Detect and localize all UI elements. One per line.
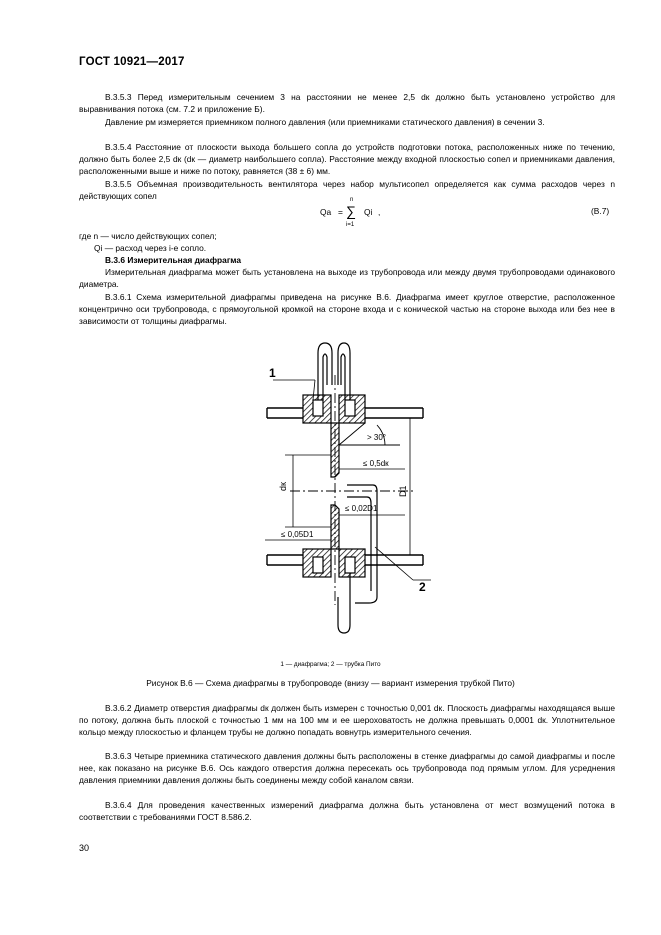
formula-sum-top: n bbox=[350, 197, 354, 203]
figure-legend: 1 — диафрагма; 2 — трубка Пито bbox=[280, 661, 381, 668]
formula-equals: = bbox=[338, 207, 343, 217]
where-qi: Qi — расход через i-е сопло. bbox=[94, 243, 207, 253]
equation-number: (В.7) bbox=[591, 206, 610, 216]
paragraph-pressure: Давление pм измеряется приемником полного давления (или приемниками статического давления) в сечении 3. bbox=[105, 117, 545, 127]
formula-sum-bottom: i=1 bbox=[346, 222, 355, 228]
formula-b7 bbox=[318, 197, 398, 233]
label-2: 2 bbox=[419, 580, 426, 594]
paragraph-diaphragm: Измерительная диафрагма может быть установлена на выходе из трубопровода или между двумя трубопроводами одинакового диаметра. bbox=[79, 267, 615, 290]
formula-end: , bbox=[378, 207, 381, 217]
paragraph-b353: В.3.5.3 Перед измерительным сечением 3 на расстоянии не менее 2,5 dк должно быть установлено устройство для выравнивания потока (см. 7.2 и приложение Б). bbox=[79, 92, 615, 115]
figure-caption: Рисунок В.6 — Схема диафрагмы в трубопроводе (внизу — вариант измерения трубкой Пито) bbox=[146, 678, 515, 688]
paragraph-b355: В.3.5.5 Объемная производительность вентилятора через набор мультисопел определяется как сумма расходов через n действующих сопел bbox=[79, 179, 615, 202]
paragraph-b362: В.3.6.2 Диаметр отверстия диафрагмы dк должен быть измерен с точностью 0,001 dк. Плоскость диафрагмы находящаяся выше по потоку, должна быть плоской с точностью 1 мм на 100 мм и ее шероховатость не должна превышать 0,0001 dк. Уплотнительное кольцо между плоскостью и фланцем трубы не должно попадать вовнутрь измерительного сечения. bbox=[79, 703, 615, 738]
flanges bbox=[303, 395, 365, 577]
angle-label: > 30° bbox=[367, 433, 386, 442]
dim-dk-label: dк bbox=[278, 482, 288, 491]
manometer-tubes bbox=[318, 343, 377, 633]
label-1: 1 bbox=[269, 366, 276, 380]
where-n: где n — число действующих сопел; bbox=[79, 231, 217, 241]
paragraph-b364: В.3.6.4 Для проведения качественных измерений диафрагма должна быть установлена от мест возмущений потока в соответствии с требованиями ГОСТ 8.586.2. bbox=[79, 800, 615, 823]
diaphragm-figure bbox=[255, 335, 445, 655]
section-title: В.3.6 Измерительная диафрагма bbox=[105, 255, 242, 265]
dim-a-label: ≤ 0,5dк bbox=[363, 459, 389, 468]
paragraph-b354: В.3.5.4 Расстояние от плоскости выхода большего сопла до устройств подготовки потока, расположенных ниже по течению, должно быть более 2,5 dк (dк — диаметр наибольшего сопла). Расстояние между входной плоскостью сопел и приемниками давления, расположенными выше и ниже по потоку, равняется (38 ± 6) мм. bbox=[79, 142, 615, 177]
formula-term: Qi bbox=[364, 207, 373, 217]
dim-b-label: ≤ 0,02D1 bbox=[345, 504, 378, 513]
dim-d1-label: D1 bbox=[398, 485, 408, 497]
standard-header: ГОСТ 10921—2017 bbox=[79, 56, 185, 68]
formula-lhs: Qa bbox=[320, 207, 332, 217]
dim-c-label: ≤ 0,05D1 bbox=[281, 530, 314, 539]
page-number: 30 bbox=[79, 843, 90, 853]
formula-sum-icon: ∑ bbox=[346, 203, 356, 219]
paragraph-b361: В.3.6.1 Схема измерительной диафрагмы приведена на рисунке В.6. Диафрагма имеет круглое отверстие, расположенное концентрично оси трубопровода, с прямоугольной кромкой на стороне входа и с конической частью на стороне выхода или без нее в зависимости от толщины диафрагмы. bbox=[79, 292, 615, 327]
paragraph-b363: В.3.6.3 Четыре приемника статического давления должны быть расположены в стенке диафрагмы до самой диафрагмы и после нее, как показано на рисунке В.6. Ось каждого отверстия должна пересекать ось трубопровода под прямым углом. Для усреднения давления приемники давления должны быть соединены между собой каналом связи. bbox=[79, 751, 615, 786]
